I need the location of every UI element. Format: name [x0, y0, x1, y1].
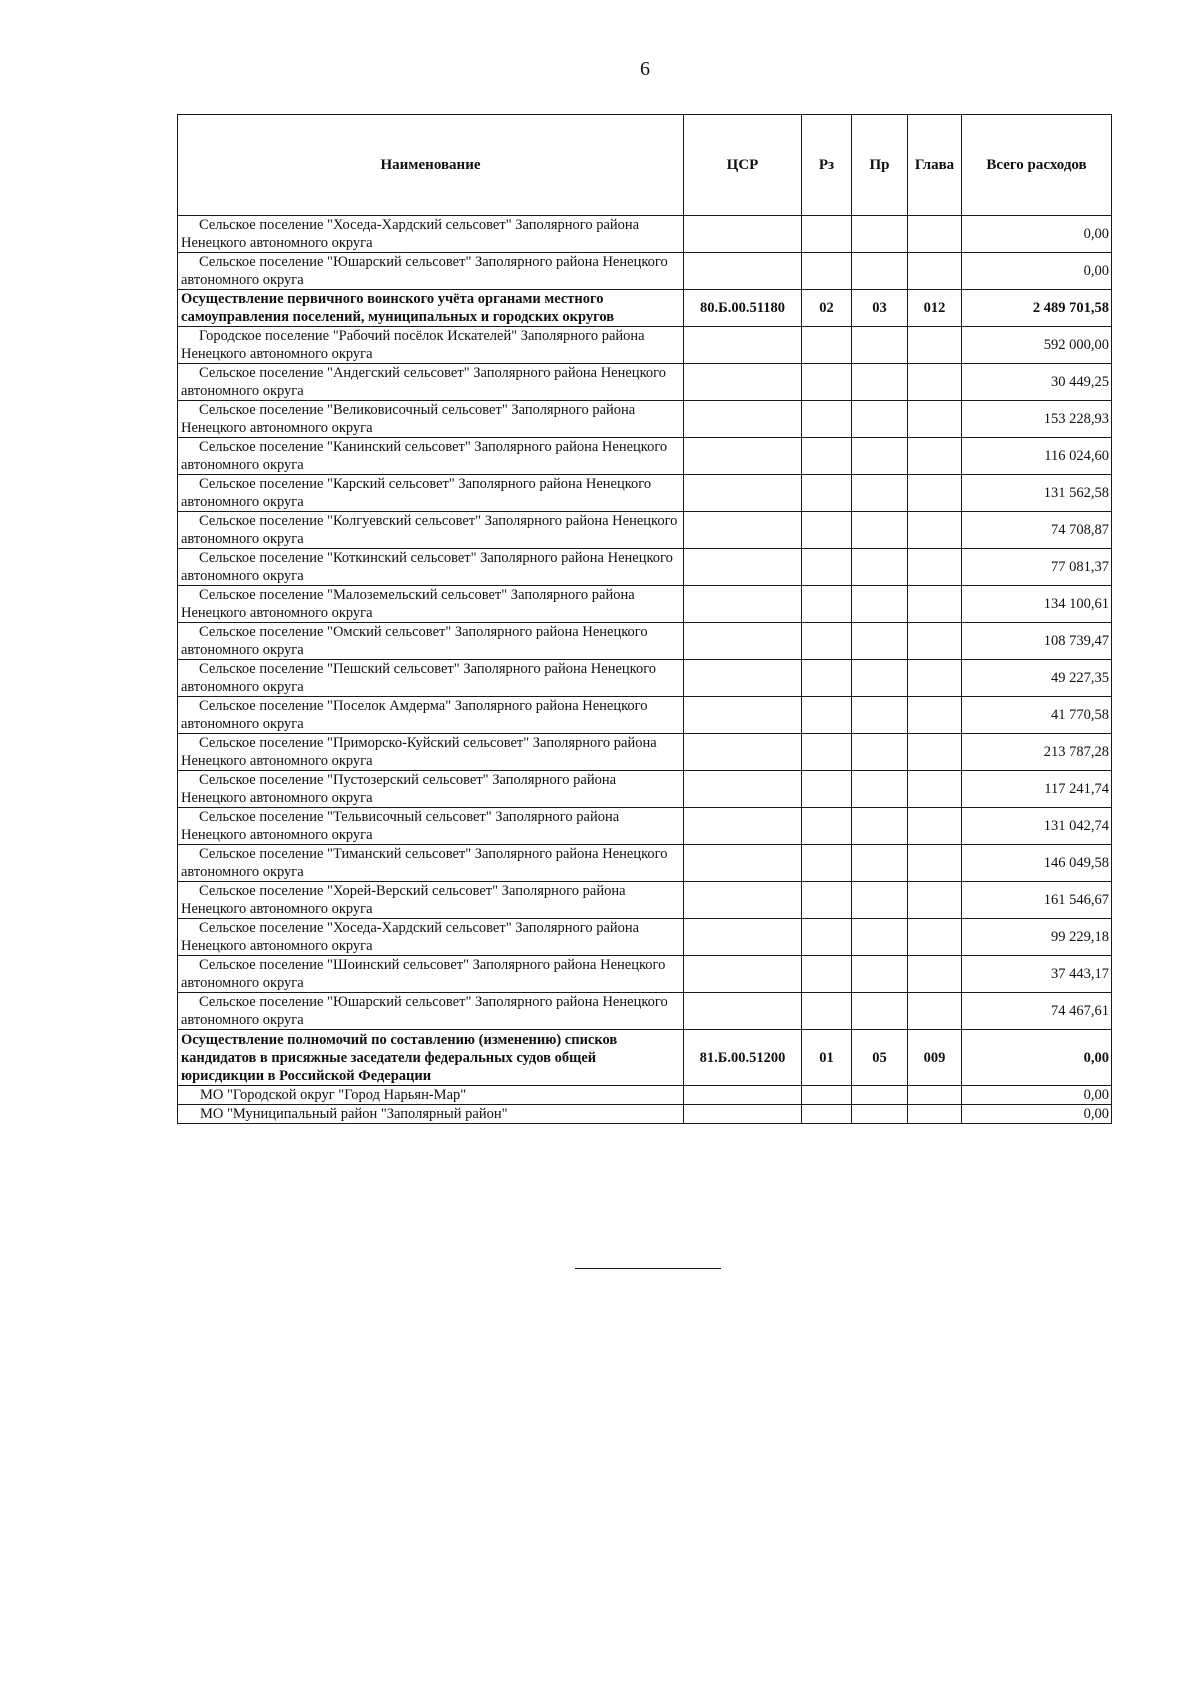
table-row: [178, 1105, 1112, 1124]
row-glava-cell: [908, 1105, 962, 1124]
row-glava-cell: [908, 549, 962, 586]
row-csr-cell: [684, 549, 802, 586]
row-total-cell: 117 241,74: [962, 771, 1112, 808]
table-row: [178, 771, 1112, 808]
row-glava-cell: [908, 327, 962, 364]
row-name-cell: Сельское поселение "Хоседа-Хардский сельсовет" Заполярного района Ненецкого автономного округа: [178, 216, 684, 253]
row-pr-cell: [852, 956, 908, 993]
row-glava-cell: [908, 1086, 962, 1105]
row-glava-cell: [908, 475, 962, 512]
row-rz-cell: [802, 253, 852, 290]
table-row: [178, 290, 1112, 327]
row-total-cell: 74 467,61: [962, 993, 1112, 1030]
row-rz-cell: [802, 956, 852, 993]
row-total-cell: 0,00: [962, 216, 1112, 253]
row-name-cell: Сельское поселение "Тельвисочный сельсовет" Заполярного района Ненецкого автономного округа: [178, 808, 684, 845]
row-csr-cell: [684, 882, 802, 919]
table-row: [178, 364, 1112, 401]
row-total-cell: 37 443,17: [962, 956, 1112, 993]
row-rz-cell: [802, 512, 852, 549]
row-total-cell: 99 229,18: [962, 919, 1112, 956]
row-rz-cell: 02: [802, 290, 852, 327]
row-pr-cell: 05: [852, 1030, 908, 1086]
row-total-cell: 134 100,61: [962, 586, 1112, 623]
table-row: [178, 697, 1112, 734]
row-total-cell: 592 000,00: [962, 327, 1112, 364]
row-pr-cell: [852, 882, 908, 919]
header-total: Всего расходов: [962, 115, 1112, 216]
row-csr-cell: [684, 475, 802, 512]
table-row: [178, 808, 1112, 845]
row-rz-cell: [802, 364, 852, 401]
row-total-cell: 146 049,58: [962, 845, 1112, 882]
row-csr-cell: [684, 327, 802, 364]
header-pr: Пр: [852, 115, 908, 216]
row-name-cell: Сельское поселение "Хорей-Верский сельсовет" Заполярного района Ненецкого автономного округа: [178, 882, 684, 919]
row-rz-cell: [802, 845, 852, 882]
row-pr-cell: [852, 808, 908, 845]
row-total-cell: 0,00: [962, 1030, 1112, 1086]
row-rz-cell: [802, 216, 852, 253]
row-total-cell: 49 227,35: [962, 660, 1112, 697]
row-pr-cell: [852, 438, 908, 475]
row-glava-cell: [908, 623, 962, 660]
header-csr: ЦСР: [684, 115, 802, 216]
row-rz-cell: [802, 438, 852, 475]
row-total-cell: 2 489 701,58: [962, 290, 1112, 327]
table-row: [178, 549, 1112, 586]
table-row: [178, 919, 1112, 956]
row-rz-cell: [802, 1086, 852, 1105]
table-row: [178, 660, 1112, 697]
row-pr-cell: [852, 623, 908, 660]
row-csr-cell: [684, 956, 802, 993]
table-row: [178, 956, 1112, 993]
row-name-cell: Сельское поселение "Андегский сельсовет" Заполярного района Ненецкого автономного округа: [178, 364, 684, 401]
row-name-cell: Сельское поселение "Карский сельсовет" Заполярного района Ненецкого автономного округа: [178, 475, 684, 512]
row-name-cell: Осуществление первичного воинского учёта органами местного самоуправления поселений, муниципальных и городских округов: [178, 290, 684, 327]
row-glava-cell: [908, 697, 962, 734]
row-csr-cell: [684, 586, 802, 623]
row-total-cell: 41 770,58: [962, 697, 1112, 734]
row-name-cell: Сельское поселение "Пустозерский сельсовет" Заполярного района Ненецкого автономного округа: [178, 771, 684, 808]
row-rz-cell: [802, 401, 852, 438]
row-rz-cell: 01: [802, 1030, 852, 1086]
row-csr-cell: [684, 1086, 802, 1105]
row-csr-cell: [684, 734, 802, 771]
row-pr-cell: [852, 253, 908, 290]
header-name: Наименование: [178, 115, 684, 216]
row-rz-cell: [802, 549, 852, 586]
row-glava-cell: [908, 586, 962, 623]
row-pr-cell: [852, 771, 908, 808]
row-name-cell: Сельское поселение "Омский сельсовет" Заполярного района Ненецкого автономного округа: [178, 623, 684, 660]
row-name-cell: Осуществление полномочий по составлению (изменению) списков кандидатов в присяжные заседатели федеральных судов общей юрисдикции в Российской Федерации: [178, 1030, 684, 1086]
row-rz-cell: [802, 919, 852, 956]
row-total-cell: 0,00: [962, 253, 1112, 290]
row-rz-cell: [802, 697, 852, 734]
row-name-cell: Сельское поселение "Приморско-Куйский сельсовет" Заполярного района Ненецкого автономного округа: [178, 734, 684, 771]
row-csr-cell: [684, 697, 802, 734]
row-glava-cell: [908, 845, 962, 882]
table-row: [178, 845, 1112, 882]
row-name-cell: Сельское поселение "Хоседа-Хардский сельсовет" Заполярного района Ненецкого автономного округа: [178, 919, 684, 956]
expenses-table: [177, 114, 1112, 1124]
row-pr-cell: [852, 734, 908, 771]
row-glava-cell: [908, 734, 962, 771]
row-name-cell: Сельское поселение "Великовисочный сельсовет" Заполярного района Ненецкого автономного округа: [178, 401, 684, 438]
row-glava-cell: 012: [908, 290, 962, 327]
table-row: [178, 475, 1112, 512]
row-glava-cell: [908, 919, 962, 956]
row-rz-cell: [802, 1105, 852, 1124]
row-name-cell: Сельское поселение "Поселок Амдерма" Заполярного района Ненецкого автономного округа: [178, 697, 684, 734]
row-pr-cell: [852, 993, 908, 1030]
row-name-cell: Сельское поселение "Шоинский сельсовет" Заполярного района Ненецкого автономного округа: [178, 956, 684, 993]
table-row: [178, 216, 1112, 253]
row-csr-cell: [684, 660, 802, 697]
row-name-cell: МО "Муниципальный район "Заполярный район": [178, 1105, 684, 1124]
row-pr-cell: [852, 697, 908, 734]
row-name-cell: Сельское поселение "Юшарский сельсовет" Заполярного района Ненецкого автономного округа: [178, 253, 684, 290]
row-csr-cell: [684, 512, 802, 549]
table-body: [178, 216, 1112, 1124]
row-name-cell: МО "Городской округ "Город Нарьян-Мар": [178, 1086, 684, 1105]
row-glava-cell: [908, 438, 962, 475]
header-rz: Рз: [802, 115, 852, 216]
table-row: [178, 993, 1112, 1030]
table-row: [178, 882, 1112, 919]
row-pr-cell: 03: [852, 290, 908, 327]
table-row: [178, 401, 1112, 438]
row-csr-cell: [684, 771, 802, 808]
row-csr-cell: [684, 401, 802, 438]
row-rz-cell: [802, 327, 852, 364]
row-total-cell: 0,00: [962, 1105, 1112, 1124]
row-rz-cell: [802, 734, 852, 771]
row-total-cell: 153 228,93: [962, 401, 1112, 438]
row-pr-cell: [852, 512, 908, 549]
page-number: 6: [640, 58, 650, 80]
row-total-cell: 116 024,60: [962, 438, 1112, 475]
row-rz-cell: [802, 808, 852, 845]
row-name-cell: Сельское поселение "Колгуевский сельсовет" Заполярного района Ненецкого автономного округа: [178, 512, 684, 549]
row-pr-cell: [852, 586, 908, 623]
row-pr-cell: [852, 660, 908, 697]
row-glava-cell: [908, 956, 962, 993]
table-row: [178, 253, 1112, 290]
row-glava-cell: 009: [908, 1030, 962, 1086]
row-csr-cell: [684, 623, 802, 660]
row-pr-cell: [852, 845, 908, 882]
row-rz-cell: [802, 475, 852, 512]
table-row: [178, 1030, 1112, 1086]
row-rz-cell: [802, 660, 852, 697]
row-glava-cell: [908, 882, 962, 919]
row-pr-cell: [852, 364, 908, 401]
row-total-cell: 161 546,67: [962, 882, 1112, 919]
row-pr-cell: [852, 475, 908, 512]
row-pr-cell: [852, 1105, 908, 1124]
row-glava-cell: [908, 512, 962, 549]
row-csr-cell: [684, 808, 802, 845]
row-glava-cell: [908, 660, 962, 697]
row-total-cell: 213 787,28: [962, 734, 1112, 771]
row-rz-cell: [802, 623, 852, 660]
row-name-cell: Сельское поселение "Тиманский сельсовет" Заполярного района Ненецкого автономного округа: [178, 845, 684, 882]
row-glava-cell: [908, 401, 962, 438]
row-name-cell: Сельское поселение "Коткинский сельсовет" Заполярного района Ненецкого автономного округа: [178, 549, 684, 586]
table-row: [178, 586, 1112, 623]
end-divider-line: [575, 1268, 721, 1269]
row-csr-cell: [684, 993, 802, 1030]
row-glava-cell: [908, 216, 962, 253]
header-glava: Глава: [908, 115, 962, 216]
row-total-cell: 74 708,87: [962, 512, 1112, 549]
row-name-cell: Городское поселение "Рабочий посёлок Искателей" Заполярного района Ненецкого автономного округа: [178, 327, 684, 364]
row-pr-cell: [852, 327, 908, 364]
table-row: [178, 327, 1112, 364]
table-header-row: [178, 115, 1112, 216]
row-rz-cell: [802, 993, 852, 1030]
row-rz-cell: [802, 882, 852, 919]
row-name-cell: Сельское поселение "Юшарский сельсовет" Заполярного района Ненецкого автономного округа: [178, 993, 684, 1030]
row-pr-cell: [852, 216, 908, 253]
row-glava-cell: [908, 364, 962, 401]
row-glava-cell: [908, 253, 962, 290]
row-total-cell: 30 449,25: [962, 364, 1112, 401]
row-pr-cell: [852, 549, 908, 586]
row-csr-cell: [684, 438, 802, 475]
table-row: [178, 623, 1112, 660]
row-total-cell: 0,00: [962, 1086, 1112, 1105]
row-name-cell: Сельское поселение "Пешский сельсовет" Заполярного района Ненецкого автономного округа: [178, 660, 684, 697]
row-total-cell: 131 562,58: [962, 475, 1112, 512]
row-glava-cell: [908, 993, 962, 1030]
row-csr-cell: 80.Б.00.51180: [684, 290, 802, 327]
row-csr-cell: [684, 253, 802, 290]
row-pr-cell: [852, 401, 908, 438]
row-total-cell: 77 081,37: [962, 549, 1112, 586]
table-row: [178, 512, 1112, 549]
row-name-cell: Сельское поселение "Канинский сельсовет" Заполярного района Ненецкого автономного округа: [178, 438, 684, 475]
row-total-cell: 131 042,74: [962, 808, 1112, 845]
row-csr-cell: [684, 845, 802, 882]
table-row: [178, 734, 1112, 771]
row-csr-cell: [684, 1105, 802, 1124]
row-total-cell: 108 739,47: [962, 623, 1112, 660]
row-csr-cell: [684, 919, 802, 956]
table-row: [178, 1086, 1112, 1105]
row-pr-cell: [852, 1086, 908, 1105]
row-glava-cell: [908, 771, 962, 808]
table-row: [178, 438, 1112, 475]
row-pr-cell: [852, 919, 908, 956]
row-csr-cell: 81.Б.00.51200: [684, 1030, 802, 1086]
row-csr-cell: [684, 364, 802, 401]
row-csr-cell: [684, 216, 802, 253]
row-glava-cell: [908, 808, 962, 845]
row-rz-cell: [802, 586, 852, 623]
row-name-cell: Сельское поселение "Малоземельский сельсовет" Заполярного района Ненецкого автономного округа: [178, 586, 684, 623]
row-rz-cell: [802, 771, 852, 808]
